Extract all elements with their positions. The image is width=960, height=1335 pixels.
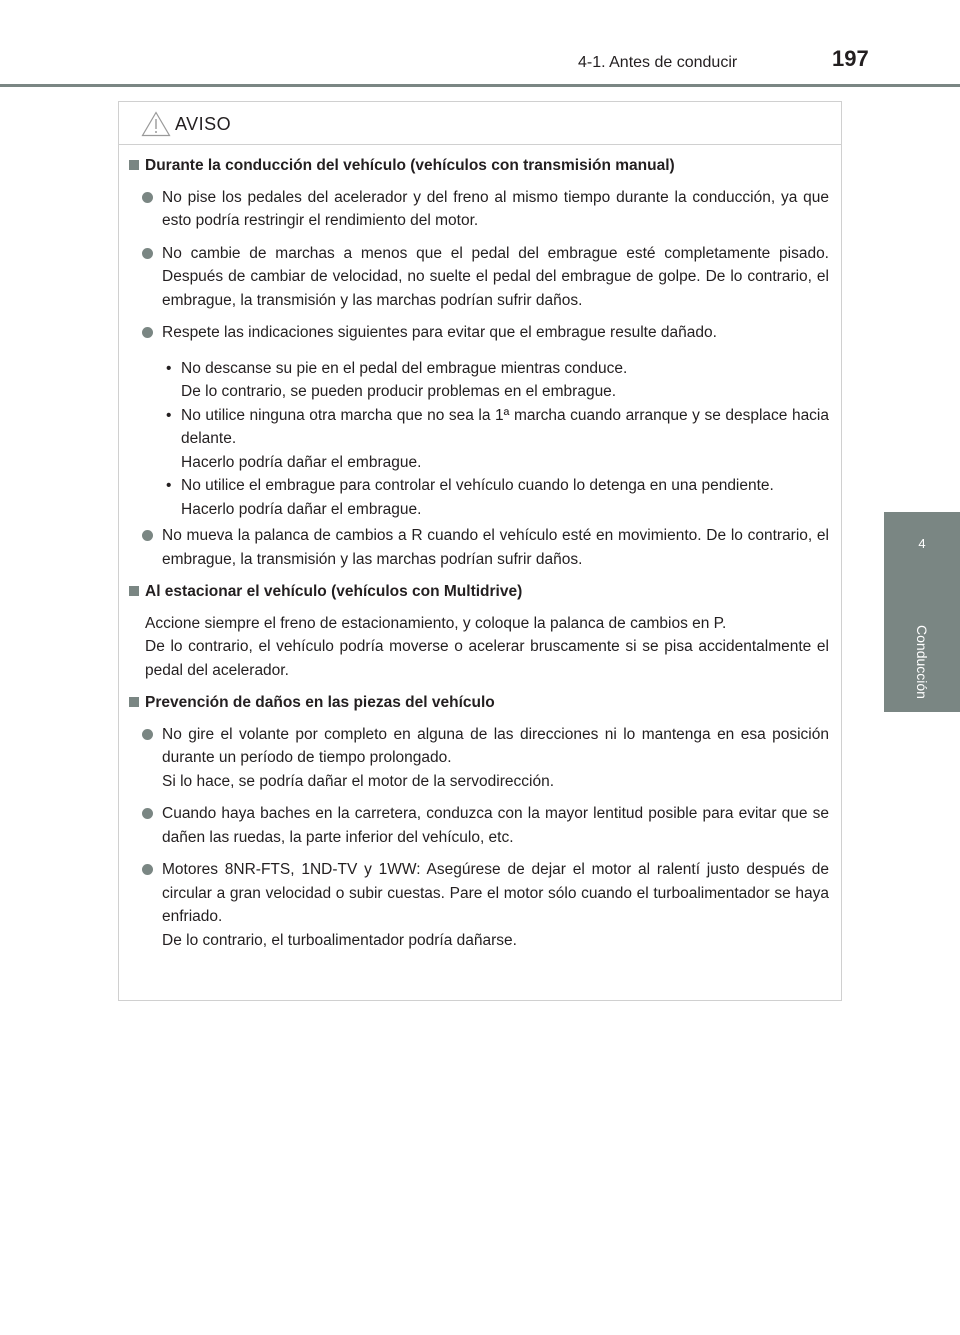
chapter-side-tab bbox=[884, 512, 960, 712]
paragraph: Accione siempre el freno de estacionamiento, y coloque la palanca de cambios en P. De lo contrario, el vehículo podría moverse o acelerar bruscamente si se pisa accidentalmente el pedal del acelerador. bbox=[145, 614, 829, 679]
header-rule bbox=[0, 84, 960, 87]
round-bullet-icon bbox=[142, 864, 153, 875]
sub-list-item: • No descanse su pie en el pedal del embrague mientras conduce. De lo contrario, se pueden producir problemas en el embrague. bbox=[162, 357, 829, 404]
square-bullet-icon bbox=[129, 586, 139, 596]
section-heading-damage-prevention: Prevención de daños en las piezas del vehículo bbox=[129, 691, 829, 715]
list-item: Respete las indicaciones siguientes para evitar que el embrague resulte dañado. bbox=[129, 321, 829, 345]
sub-list bbox=[129, 357, 829, 522]
dot-bullet-icon: • bbox=[166, 359, 172, 377]
round-bullet-icon bbox=[142, 808, 153, 819]
warning-header bbox=[119, 102, 841, 145]
square-bullet-icon bbox=[129, 160, 139, 170]
round-bullet-icon bbox=[142, 530, 153, 541]
list-item: Motores 8NR-FTS, 1ND-TV y 1WW: Asegúrese de dejar el motor al ralentí justo después de circular a gran velocidad o subir cuestas. Pare el motor sólo cuando el turboalimentador se haya enfriado. De lo contrario, el turboalimentador podría dañarse. bbox=[129, 858, 829, 952]
square-bullet-icon bbox=[129, 697, 139, 707]
warning-triangle-icon bbox=[141, 111, 171, 137]
sub-list-item: • No utilice ninguna otra marcha que no sea la 1ª marcha cuando arranque y se desplace hacia delante. Hacerlo podría dañar el embrague. bbox=[162, 404, 829, 475]
dot-bullet-icon: • bbox=[166, 406, 172, 424]
chapter-title: Conducción bbox=[914, 625, 930, 699]
list-item: No gire el volante por completo en alguna de las direcciones ni lo mantenga en esa posición durante un período de tiempo prolongado. Si lo hace, se podría dañar el motor de la servodirección. bbox=[129, 723, 829, 794]
round-bullet-icon bbox=[142, 327, 153, 338]
running-header-section: 4-1. Antes de conducir bbox=[578, 54, 738, 71]
round-bullet-icon bbox=[142, 192, 153, 203]
round-bullet-icon bbox=[142, 729, 153, 740]
list-item: Cuando haya baches en la carretera, conduzca con la mayor lentitud posible para evitar que se dañen las ruedas, la parte inferior del vehículo, etc. bbox=[129, 802, 829, 849]
list-item: No cambie de marchas a menos que el pedal del embrague esté completamente pisado. Después de cambiar de velocidad, no suelte el pedal del embrague de golpe. De lo contrario, el embrague, la transmisión y las marchas podrían sufrir daños. bbox=[129, 242, 829, 313]
dot-bullet-icon: • bbox=[166, 477, 172, 494]
warning-label: AVISO bbox=[175, 114, 232, 134]
round-bullet-icon bbox=[142, 248, 153, 259]
list-item: No pise los pedales del acelerador y del freno al mismo tiempo durante la conducción, ya que esto podría restringir el rendimiento del motor. bbox=[129, 186, 829, 233]
section-heading-parking: Al estacionar el vehículo (vehículos con Multidrive) bbox=[129, 580, 829, 604]
list-item: No mueva la palanca de cambios a R cuando el vehículo esté en movimiento. De lo contrario, el embrague, la transmisión y las marchas podrían sufrir daños. bbox=[129, 524, 829, 571]
page-number: 197 bbox=[832, 46, 869, 71]
warning-box bbox=[118, 101, 842, 1001]
section-heading-manual-transmission: Durante la conducción del vehículo (vehículos con transmisión manual) bbox=[129, 154, 829, 178]
warning-content bbox=[129, 154, 829, 961]
chapter-number: 4 bbox=[918, 536, 926, 551]
sub-list-item: • No utilice el embrague para controlar el vehículo cuando lo detenga en una pendiente. Hacerlo podría dañar el embrague. bbox=[162, 474, 829, 521]
